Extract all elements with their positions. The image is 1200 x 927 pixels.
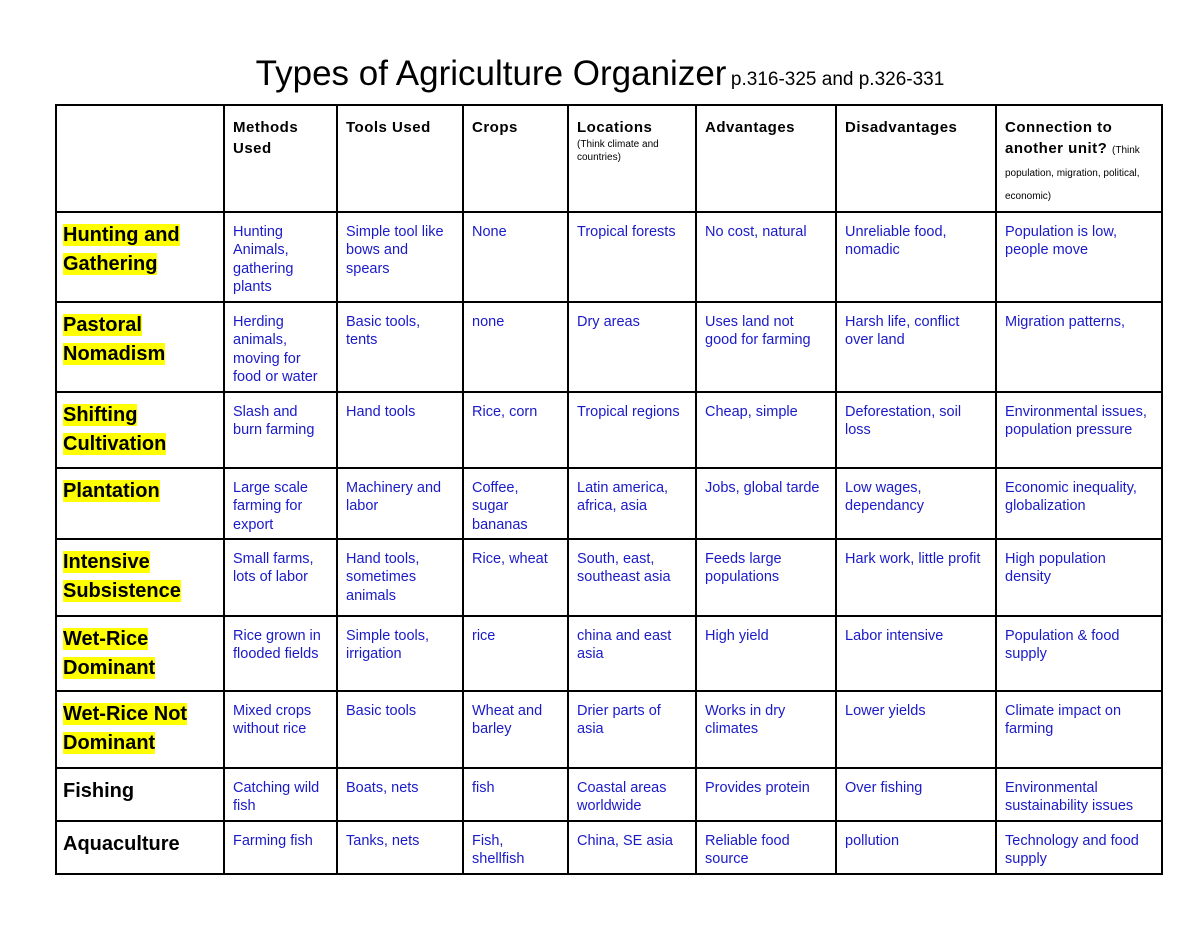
- table-cell: Drier parts of asia: [568, 691, 696, 768]
- agriculture-type-name: Intensive Subsistence: [63, 551, 181, 602]
- agriculture-organizer-table: [55, 104, 1163, 875]
- row-header-cell: [56, 616, 224, 691]
- table-cell: Over fishing: [836, 768, 996, 821]
- table-cell: Large scale farming for export: [224, 468, 337, 539]
- table-cell: Migration patterns,: [996, 302, 1162, 392]
- header-connection: Connection to another unit? (Think population, migration, political, economic): [996, 105, 1162, 212]
- agriculture-type-name: Hunting and Gathering: [63, 224, 180, 275]
- table-cell: Simple tool like bows and spears: [337, 212, 463, 302]
- table-cell: Catching wild fish: [224, 768, 337, 821]
- header-corner-cell: [56, 105, 224, 212]
- table-cell: Hunting Animals, gathering plants: [224, 212, 337, 302]
- row-header-cell: [56, 539, 224, 616]
- table-cell: Population & food supply: [996, 616, 1162, 691]
- table-cell: fish: [463, 768, 568, 821]
- table-row: [56, 392, 1162, 468]
- table-cell: Rice grown in flooded fields: [224, 616, 337, 691]
- table-cell: Harsh life, conflict over land: [836, 302, 996, 392]
- table-cell: Machinery and labor: [337, 468, 463, 539]
- table-cell: Environmental issues, population pressure: [996, 392, 1162, 468]
- table-cell: Hand tools, sometimes animals: [337, 539, 463, 616]
- header-row: [56, 105, 1162, 212]
- table-cell: High population density: [996, 539, 1162, 616]
- table-cell: Dry areas: [568, 302, 696, 392]
- table-cell: Tropical forests: [568, 212, 696, 302]
- table-cell: Hark work, little profit: [836, 539, 996, 616]
- table-cell: Labor intensive: [836, 616, 996, 691]
- table-cell: Deforestation, soil loss: [836, 392, 996, 468]
- agriculture-type-name: Fishing: [63, 780, 135, 802]
- table-cell: Fish, shellfish: [463, 821, 568, 874]
- row-header-cell: [56, 468, 224, 539]
- table-row: [56, 302, 1162, 392]
- row-header-cell: [56, 691, 224, 768]
- table-row: [56, 691, 1162, 768]
- table-cell: Works in dry climates: [696, 691, 836, 768]
- table-row: [56, 616, 1162, 691]
- table-cell: Tanks, nets: [337, 821, 463, 874]
- header-advantages: Advantages: [696, 105, 836, 212]
- title-page-range: p.316-325 and p.326-331: [730, 69, 945, 90]
- table-row: [56, 539, 1162, 616]
- table-cell: Tropical regions: [568, 392, 696, 468]
- row-header-cell: [56, 768, 224, 821]
- table-cell: Climate impact on farming: [996, 691, 1162, 768]
- table-cell: Economic inequality, globalization: [996, 468, 1162, 539]
- table-cell: Reliable food source: [696, 821, 836, 874]
- table-cell: none: [463, 302, 568, 392]
- row-header-cell: [56, 821, 224, 874]
- table-cell: South, east, southeast asia: [568, 539, 696, 616]
- table-cell: pollution: [836, 821, 996, 874]
- table-cell: Environmental sustainability issues: [996, 768, 1162, 821]
- table-cell: Simple tools, irrigation: [337, 616, 463, 691]
- table-cell: Wheat and barley: [463, 691, 568, 768]
- agriculture-type-name: Aquaculture: [63, 833, 180, 855]
- table-cell: Slash and burn farming: [224, 392, 337, 468]
- table-cell: Low wages, dependancy: [836, 468, 996, 539]
- table-cell: Feeds large populations: [696, 539, 836, 616]
- table-cell: Uses land not good for farming: [696, 302, 836, 392]
- row-header-cell: [56, 302, 224, 392]
- table-cell: china and east asia: [568, 616, 696, 691]
- table-cell: Technology and food supply: [996, 821, 1162, 874]
- table-cell: No cost, natural: [696, 212, 836, 302]
- agriculture-type-name: Shifting Cultivation: [63, 404, 167, 455]
- header-disadvantages: Disadvantages: [836, 105, 996, 212]
- table-cell: Basic tools, tents: [337, 302, 463, 392]
- table-cell: Rice, wheat: [463, 539, 568, 616]
- table-row: [56, 212, 1162, 302]
- table-row: [56, 768, 1162, 821]
- table-cell: Provides protein: [696, 768, 836, 821]
- table-cell: Unreliable food, nomadic: [836, 212, 996, 302]
- table-cell: China, SE asia: [568, 821, 696, 874]
- table-cell: rice: [463, 616, 568, 691]
- table-cell: Hand tools: [337, 392, 463, 468]
- table-row: [56, 821, 1162, 874]
- table-cell: Farming fish: [224, 821, 337, 874]
- header-crops: Crops: [463, 105, 568, 212]
- table-cell: None: [463, 212, 568, 302]
- table-cell: Coastal areas worldwide: [568, 768, 696, 821]
- agriculture-type-name: Wet-Rice Not Dominant: [63, 703, 188, 754]
- table-cell: Herding animals, moving for food or water: [224, 302, 337, 392]
- table-cell: Latin america, africa, asia: [568, 468, 696, 539]
- table-cell: Lower yields: [836, 691, 996, 768]
- table-cell: Jobs, global tarde: [696, 468, 836, 539]
- table-cell: High yield: [696, 616, 836, 691]
- table-cell: Basic tools: [337, 691, 463, 768]
- row-header-cell: [56, 212, 224, 302]
- table-cell: Boats, nets: [337, 768, 463, 821]
- table-cell: Rice, corn: [463, 392, 568, 468]
- title-main: Types of Agriculture Organizer: [255, 54, 727, 93]
- agriculture-type-name: Pastoral Nomadism: [63, 314, 166, 365]
- table-row: [56, 468, 1162, 539]
- table-cell: Coffee, sugar bananas: [463, 468, 568, 539]
- header-methods-used: Methods Used: [224, 105, 337, 212]
- table-cell: Cheap, simple: [696, 392, 836, 468]
- header-locations: Locations (Think climate and countries): [568, 105, 696, 212]
- table-cell: Population is low, people move: [996, 212, 1162, 302]
- page-title: [0, 54, 1200, 94]
- table-cell: Small farms, lots of labor: [224, 539, 337, 616]
- row-header-cell: [56, 392, 224, 468]
- header-connection-note: (Think population, migration, political, economic): [1005, 145, 1140, 202]
- header-locations-note: (Think climate and countries): [577, 139, 659, 163]
- header-tools-used: Tools Used: [337, 105, 463, 212]
- table-cell: Mixed crops without rice: [224, 691, 337, 768]
- agriculture-type-name: Wet-Rice Dominant: [63, 628, 156, 679]
- agriculture-type-name: Plantation: [63, 480, 160, 502]
- table-body: [56, 105, 1162, 874]
